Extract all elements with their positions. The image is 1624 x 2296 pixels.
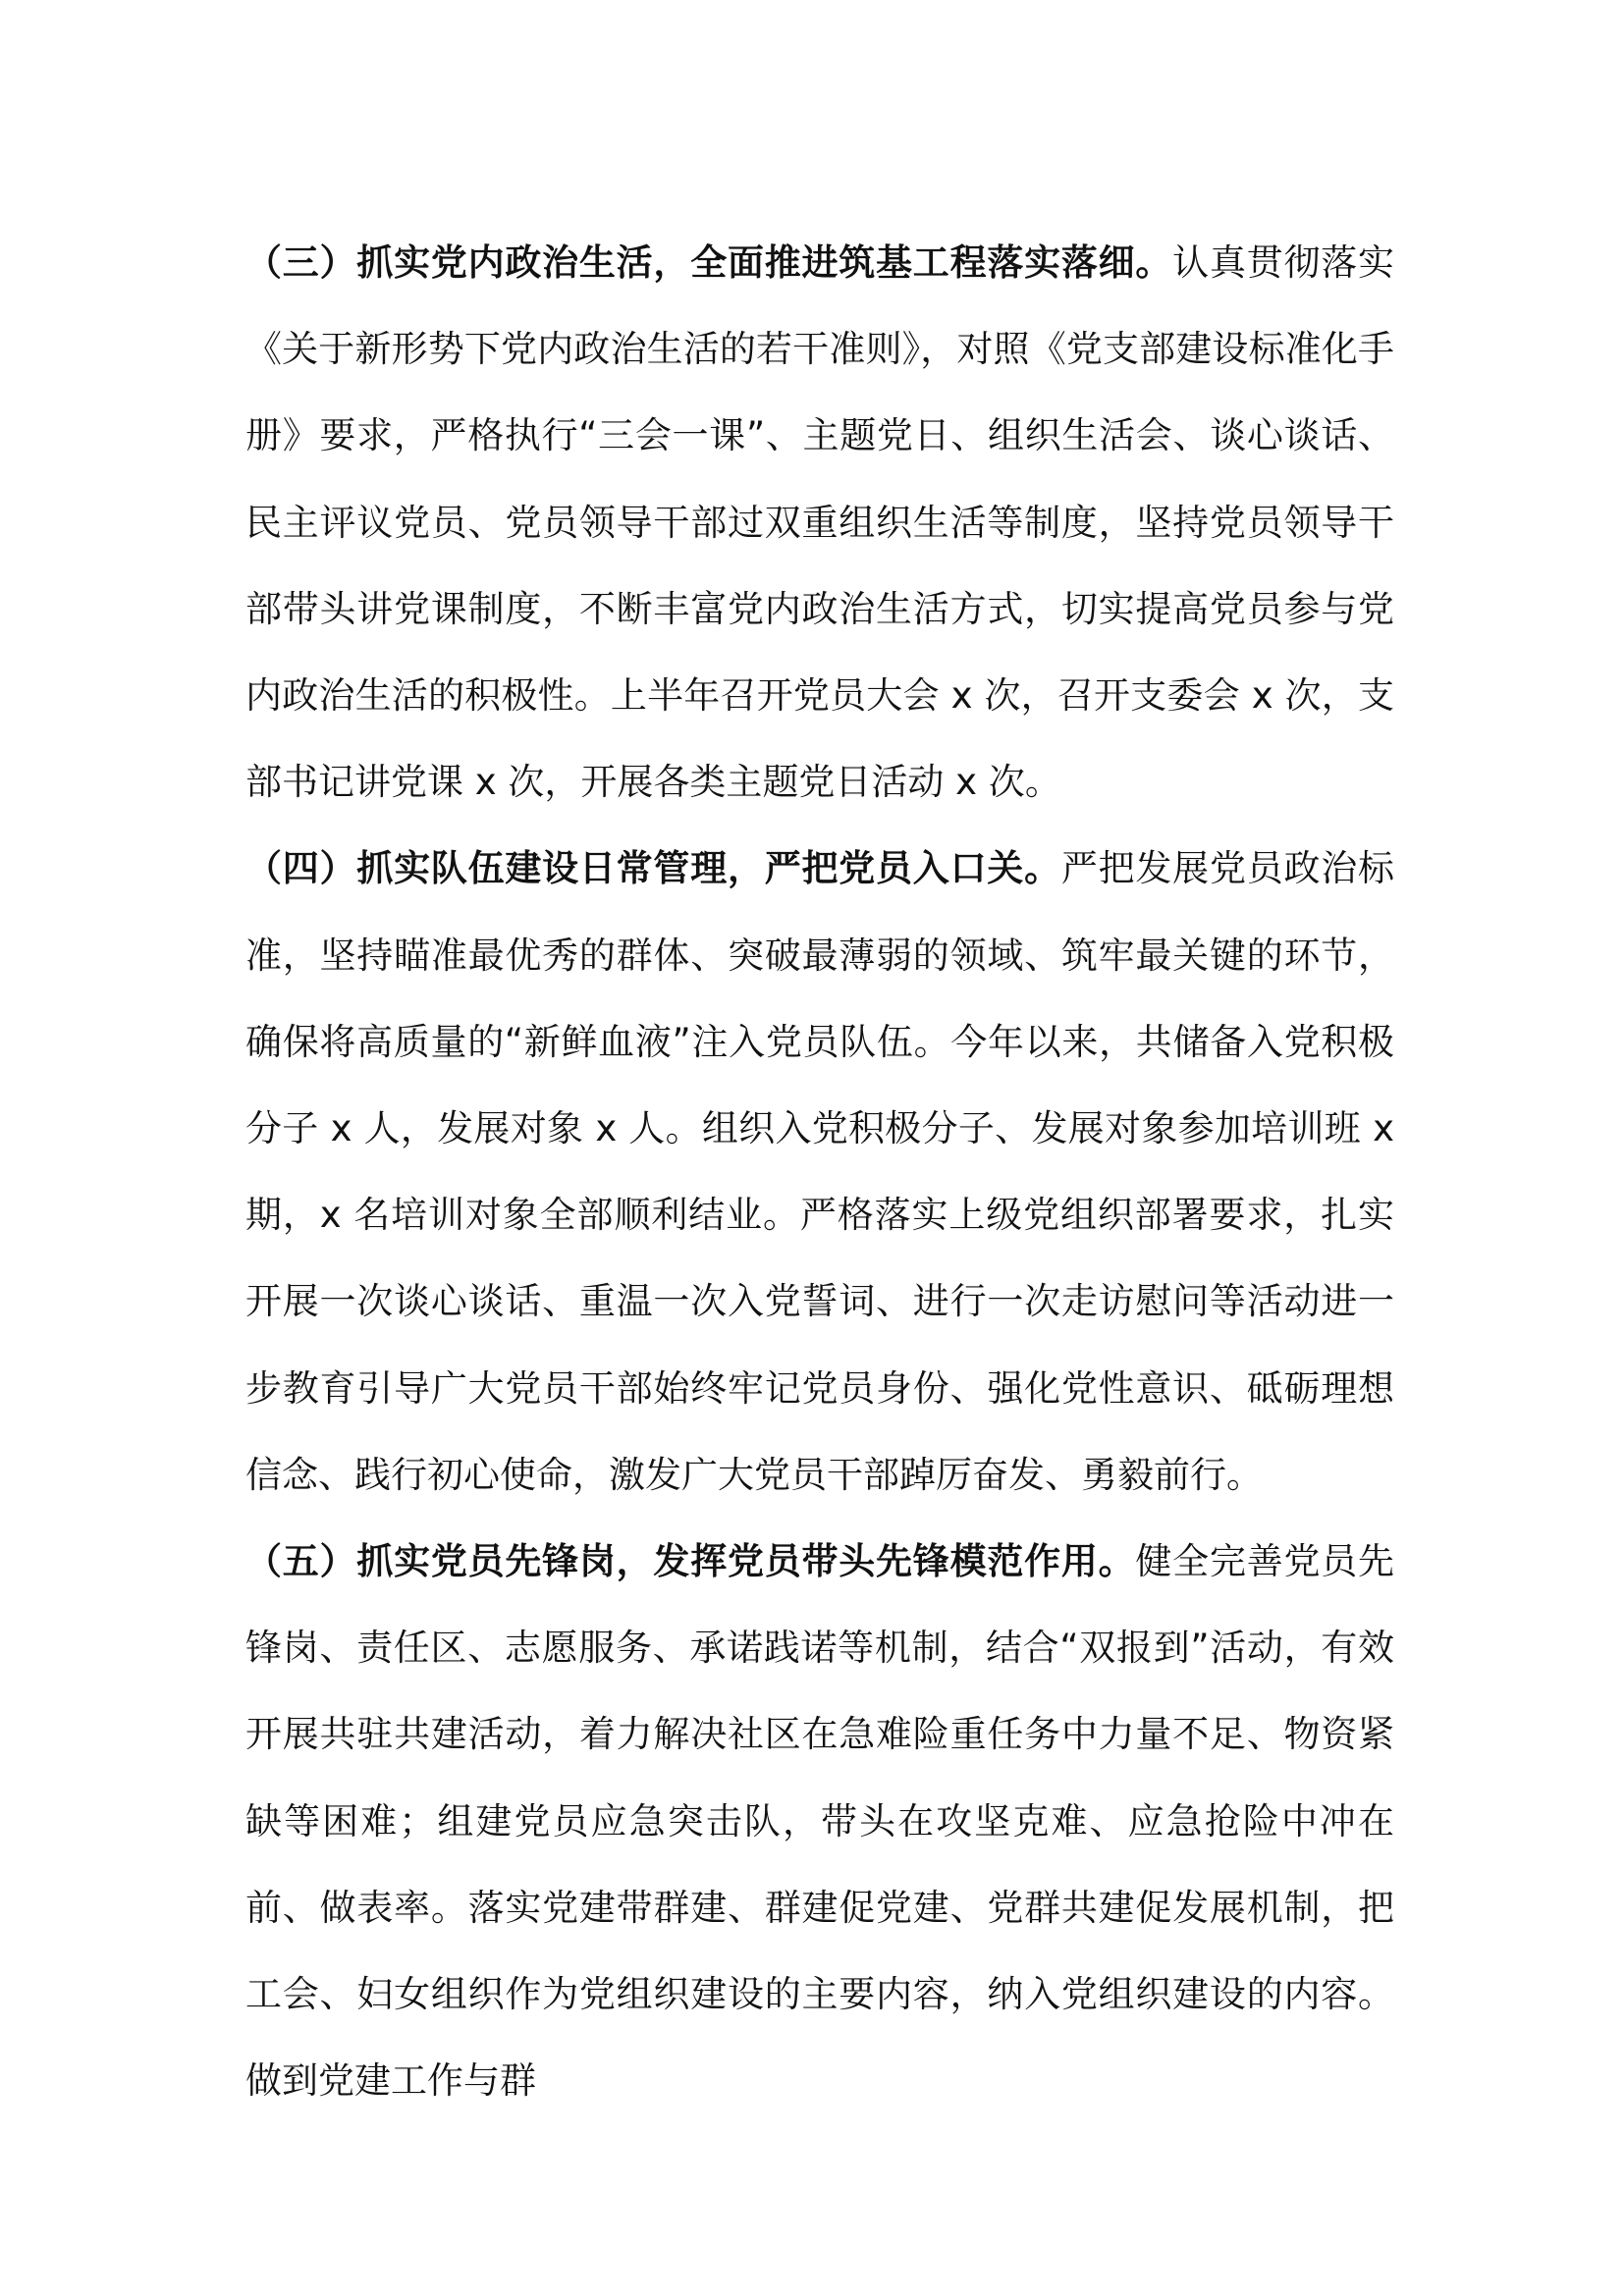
paragraph-4 xyxy=(245,826,1394,1519)
paragraph-4-body: 严把发展党员政治标准，坚持瞄准最优秀的群体、突破最薄弱的领域、筑牢最关键的环节，确保将高质量的“新鲜血液”注入党员队伍。今年以来，共储备入党积极分子 x 人，发展对象 x 人。组织入党积极分子、发展对象参加培训班 x 期，x 名培训对象全部顺利结业。严格落实上级党组织部署要求，扎实开展一次谈心谈话、重温一次入党誓词、进行一次走访慰问等活动进一步教育引导广大党员干部始终牢记党员身份、强化党性意识、砥砺理想信念、践行初心使命，激发广大党员干部踔厉奋发、勇毅前行。 xyxy=(245,847,1395,1496)
document-body xyxy=(245,220,1394,2124)
paragraph-5 xyxy=(245,1519,1394,2124)
paragraph-5-body: 健全完善党员先锋岗、责任区、志愿服务、承诺践诺等机制，结合“双报到”活动，有效开展共驻共建活动，着力解决社区在急难险重任务中力量不足、物资紧缺等困难；组建党员应急突击队，带头在攻坚克难、应急抢险中冲在前、做表率。落实党建带群建、群建促党建、党群共建促发展机制，把工会、妇女组织作为党组织建设的主要内容，纳入党组织建设的内容。做到党建工作与群 xyxy=(245,1540,1395,2103)
paragraph-3-body: 认真贯彻落实《关于新形势下党内政治生活的若干准则》，对照《党支部建设标准化手册》要求，严格执行“三会一课”、主题党日、组织生活会、谈心谈话、民主评议党员、党员领导干部过双重组织生活等制度，坚持党员领导干部带头讲党课制度，不断丰富党内政治生活方式，切实提高党员参与党内政治生活的积极性。上半年召开党员大会 x 次，召开支委会 x 次，支部书记讲党课 x 次，开展各类主题党日活动 x 次。 xyxy=(245,241,1395,804)
paragraph-4-heading: （四）抓实队伍建设日常管理，严把党员入口关。 xyxy=(245,847,1061,890)
paragraph-5-heading: （五）抓实党员先锋岗，发挥党员带头先锋模范作用。 xyxy=(245,1540,1136,1583)
paragraph-3 xyxy=(245,220,1394,826)
paragraph-3-heading: （三）抓实党内政治生活，全面推进筑基工程落实落细。 xyxy=(245,241,1173,284)
